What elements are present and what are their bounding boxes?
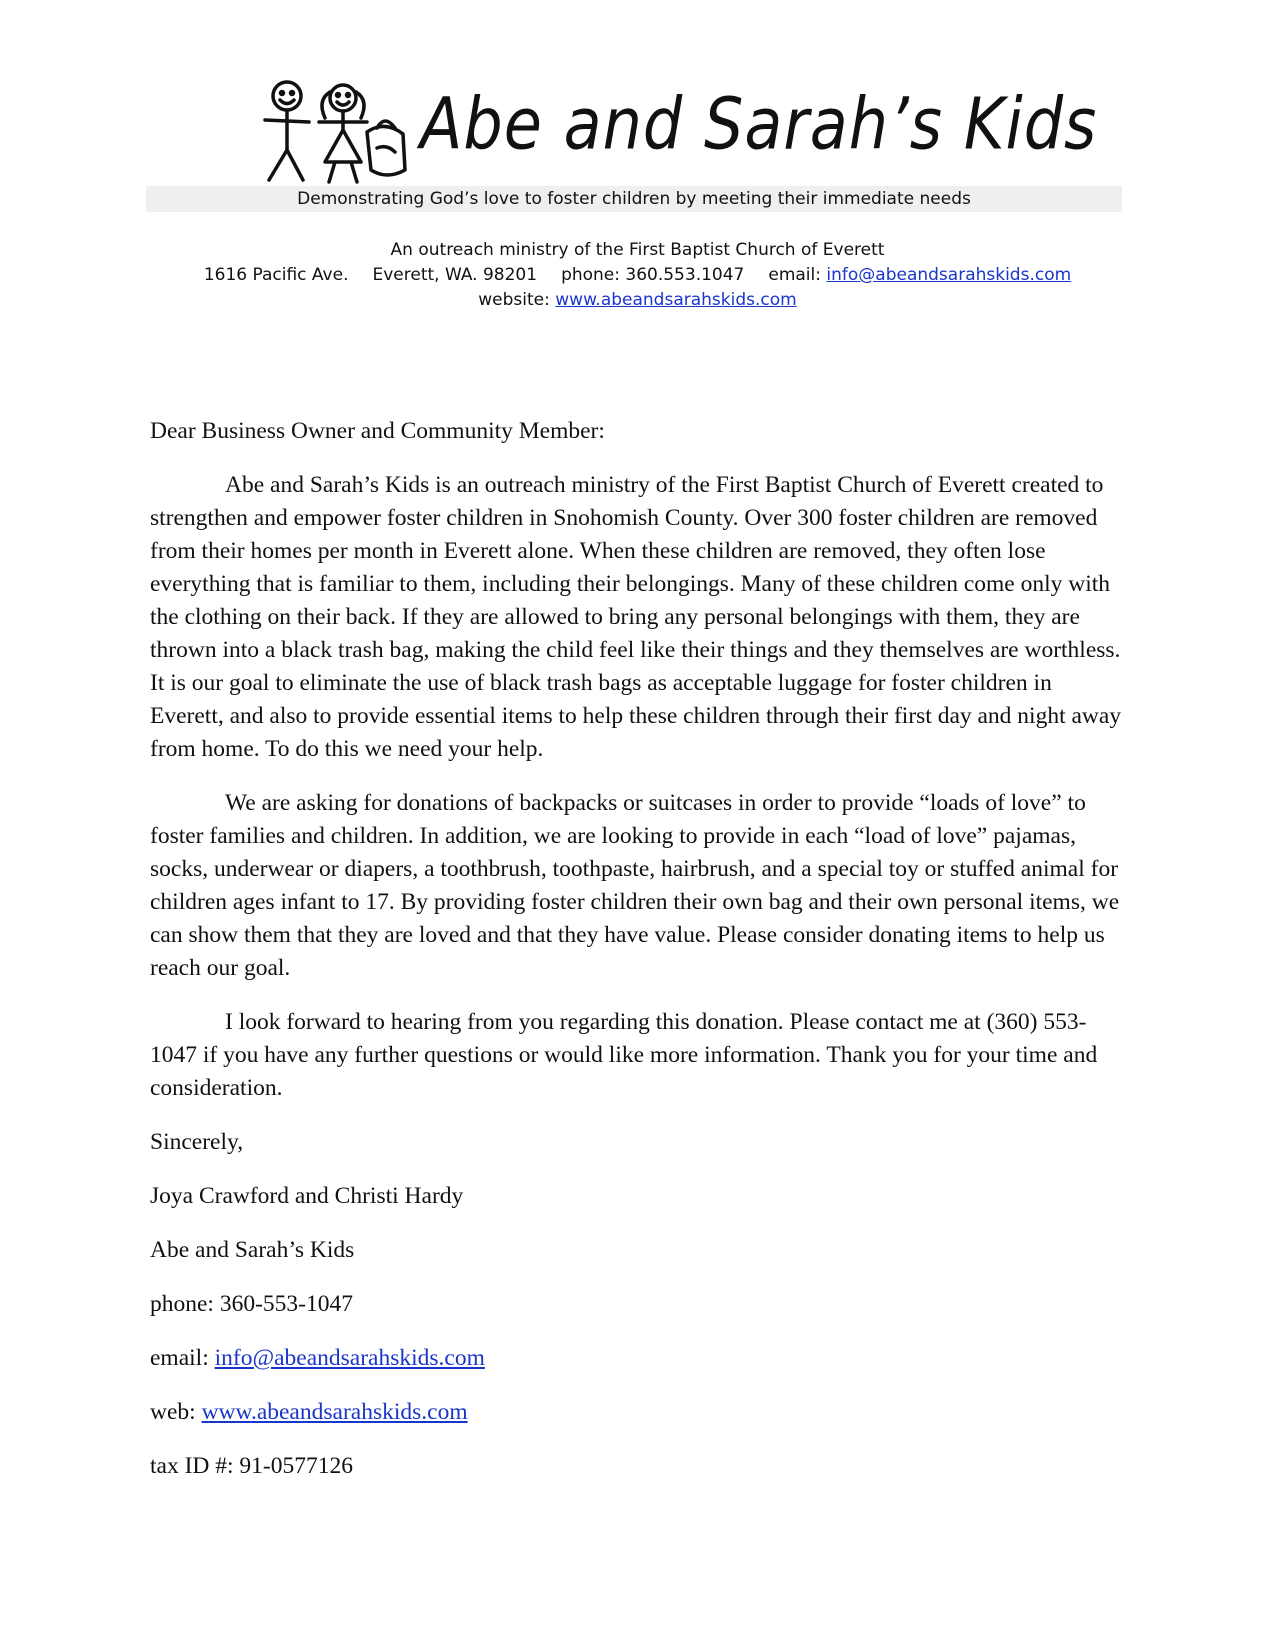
header-email-label: email: [768,265,827,285]
address-line [0,263,1275,288]
org-name: Abe and Sarah’s Kids [420,82,1098,166]
signature-phone: phone: 360-553-1047 [150,1291,353,1317]
street-address: 1616 Pacific Ave. [203,265,349,285]
signature-tax-id: tax ID #: 91-0577126 [150,1453,353,1479]
signature-email-label: email: [150,1345,215,1371]
header-website-label: website: [478,290,556,310]
ministry-line: An outreach ministry of the First Baptist Church of Everett [390,240,885,260]
header-email-link[interactable]: info@abeandsarahskids.com [826,265,1072,285]
closing: Sincerely, [150,1129,244,1155]
tagline: Demonstrating God’s love to foster children by meeting their immediate needs [146,186,1122,212]
signature-org: Abe and Sarah’s Kids [150,1237,355,1263]
paragraph-2: We are asking for donations of backpacks or suitcases in order to provide “loads of love” to foster families and children. In addition, we are looking to provide in each “load of love” pajamas, socks, underwear or diapers, a toothbrush, toothpaste, hairbrush, and a special toy or stuffed animal for children ages infant to 17. By providing foster children their own bag and their own personal items, we can show them that they are loved and that they have value. Please consider donating items to help us reach our goal. [150,790,1120,981]
paragraph-3: I look forward to hearing from you regarding this donation. Please contact me at (360) 553-1047 if you have any further questions or would like more information. Thank you for your time and consideration. [150,1009,1098,1101]
website-line [0,288,1275,313]
logo [0,60,1275,209]
signature-email-line [150,1342,1130,1375]
contact-block [0,238,1275,313]
header-phone: phone: 360.553.1047 [561,265,745,285]
signature-block [150,1180,1130,1483]
letter-body [150,415,1130,1504]
signature-email-link[interactable]: info@abeandsarahskids.com [214,1345,485,1371]
signature-web-label: web: [150,1399,202,1425]
signature-names: Joya Crawford and Christi Hardy [150,1183,464,1209]
letterhead [0,60,1275,310]
city-state-zip: Everett, WA. 98201 [372,265,538,285]
salutation: Dear Business Owner and Community Member: [150,418,605,444]
stick-figure-kids-icon [255,70,435,190]
signature-web-line [150,1396,1130,1429]
signature-web-link[interactable]: www.abeandsarahskids.com [201,1399,468,1425]
header-website-link[interactable]: www.abeandsarahskids.com [555,290,797,310]
paragraph-1: Abe and Sarah’s Kids is an outreach ministry of the First Baptist Church of Everett created to strengthen and empower foster children in Snohomish County. Over 300 foster children are removed from their homes per month in Everett alone. When these children are removed, they often lose everything that is familiar to them, including their belongings. Many of these children come only with the clothing on their back. If they are allowed to bring any personal belongings with them, they are thrown into a black trash bag, making the child feel like their things and they themselves are worthless. It is our goal to eliminate the use of black trash bags as acceptable luggage for foster children in Everett, and also to provide essential items to help these children through their first day and night away from home. To do this we need your help. [150,472,1122,762]
